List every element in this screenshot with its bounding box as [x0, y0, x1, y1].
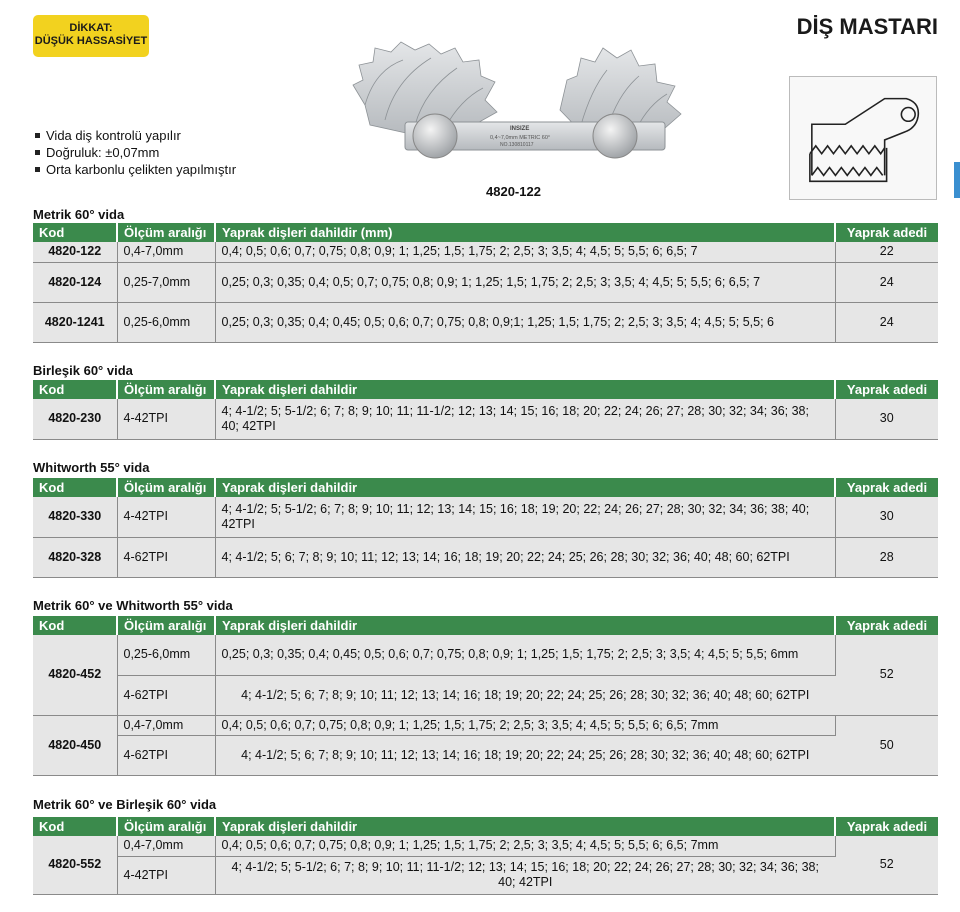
blade-list: 0,4; 0,5; 0,6; 0,7; 0,75; 0,8; 0,9; 1; 1,25; 1,5; 1,75; 2; 2,5; 3; 3,5; 4; 4,5; 5; 5,5; 6; 6,5; 7 — [215, 242, 835, 262]
col-header-code: Kod — [33, 817, 117, 836]
warning-badge-line2: DÜŞÜK HASSASİYET — [34, 35, 148, 47]
table-row — [33, 242, 938, 262]
blade-count: 50 — [835, 715, 938, 775]
feature-item: Vida diş kontrolü yapılır — [33, 127, 236, 144]
blade-list: 0,25; 0,3; 0,35; 0,4; 0,5; 0,7; 0,75; 0,8; 0,9; 1; 1,25; 1,5; 1,75; 2; 2,5; 3; 3,5; 4; 4,5; 5; 5,5; 6; 6,5; 7 — [215, 262, 835, 302]
blade-list: 4; 4-1/2; 5; 5-1/2; 6; 7; 8; 9; 10; 11; 11-1/2; 12; 13; 14; 15; 16; 18; 20; 22; 24; 26; 27; 28; 30; 32; 34; 36; 38; 40; 42TPI — [215, 856, 835, 894]
blade-count: 22 — [835, 242, 938, 262]
feature-item: Doğruluk: ±0,07mm — [33, 144, 236, 161]
blade-list: 4; 4-1/2; 5; 5-1/2; 6; 7; 8; 9; 10; 11; 11-1/2; 12; 13; 14; 15; 16; 18; 20; 22; 24; 26; 27; 28; 30; 32; 34; 36; 38; 40; 42TPI — [215, 399, 835, 439]
col-header-count: Yaprak adedi — [835, 616, 938, 635]
photo-caption: 4820-122 — [486, 184, 541, 199]
measuring-range: 4-42TPI — [117, 399, 215, 439]
table-row — [33, 836, 938, 856]
gauge-brand: INSIZE — [510, 126, 530, 132]
blade-count: 30 — [835, 399, 938, 439]
product-code: 4820-330 — [33, 497, 117, 537]
section-title: Metrik 60° ve Whitworth 55° vida — [33, 598, 233, 613]
col-header-code: Kod — [33, 478, 117, 497]
col-header-count: Yaprak adedi — [835, 478, 938, 497]
measuring-range: 0,25-6,0mm — [117, 302, 215, 342]
table-row — [33, 302, 938, 342]
product-code: 4820-450 — [33, 715, 117, 775]
warning-badge — [33, 15, 149, 57]
measuring-range: 0,4-7,0mm — [117, 836, 215, 856]
measuring-range: 0,4-7,0mm — [117, 715, 215, 735]
col-header-blades: Yaprak dişleri dahildir — [215, 478, 835, 497]
spec-table-metric — [33, 223, 938, 343]
table-row — [33, 675, 938, 715]
measuring-range: 0,25-6,0mm — [117, 635, 215, 675]
product-code: 4820-552 — [33, 836, 117, 894]
blade-list: 4; 4-1/2; 5; 6; 7; 8; 9; 10; 11; 12; 13; 14; 16; 18; 19; 20; 22; 24; 25; 26; 28; 30; 32; 36; 40; 48; 60; 62TPI — [215, 537, 835, 577]
measuring-range: 0,25-7,0mm — [117, 262, 215, 302]
warning-badge-line1: DİKKAT: — [69, 22, 113, 34]
measuring-range: 0,4-7,0mm — [117, 242, 215, 262]
table-row — [33, 399, 938, 439]
table-row — [33, 856, 938, 894]
col-header-code: Kod — [33, 223, 117, 242]
product-code: 4820-452 — [33, 635, 117, 715]
measuring-range: 4-42TPI — [117, 856, 215, 894]
product-code: 4820-230 — [33, 399, 117, 439]
spec-table-metric-unified — [33, 817, 938, 895]
feature-list — [33, 127, 236, 178]
page-edge-tab — [954, 162, 960, 198]
blade-list: 4; 4-1/2; 5; 6; 7; 8; 9; 10; 11; 12; 13; 14; 16; 18; 19; 20; 22; 24; 25; 26; 28; 30; 32; 36; 40; 48; 60; 62TPI — [215, 735, 835, 775]
table-row — [33, 262, 938, 302]
col-header-code: Kod — [33, 380, 117, 399]
blade-list: 0,25; 0,3; 0,35; 0,4; 0,45; 0,5; 0,6; 0,7; 0,75; 0,8; 0,9;1; 1,25; 1,5; 1,75; 2; 2,5; 3; 3,5; 4; 4,5; 5; 5,5; 6 — [215, 302, 835, 342]
measuring-range: 4-62TPI — [117, 735, 215, 775]
blade-list: 4; 4-1/2; 5; 5-1/2; 6; 7; 8; 9; 10; 11; 12; 13; 14; 15; 16; 18; 19; 20; 22; 24; 26; 27; 28; 30; 32; 34; 36; 38; 40; 42TPI — [215, 497, 835, 537]
product-photo — [345, 40, 705, 165]
col-header-count: Yaprak adedi — [835, 817, 938, 836]
col-header-count: Yaprak adedi — [835, 223, 938, 242]
spec-table-unified — [33, 380, 938, 440]
blade-list: 4; 4-1/2; 5; 6; 7; 8; 9; 10; 11; 12; 13; 14; 16; 18; 19; 20; 22; 24; 25; 26; 28; 30; 32; 36; 40; 48; 60; 62TPI — [215, 675, 835, 715]
gauge-serial: NO.130810117 — [500, 142, 534, 148]
product-code: 4820-122 — [33, 242, 117, 262]
product-code: 4820-328 — [33, 537, 117, 577]
blade-count: 24 — [835, 262, 938, 302]
blade-count: 52 — [835, 635, 938, 715]
feature-item: Orta karbonlu çelikten yapılmıştır — [33, 161, 236, 178]
col-header-count: Yaprak adedi — [835, 380, 938, 399]
blade-list: 0,4; 0,5; 0,6; 0,7; 0,75; 0,8; 0,9; 1; 1,25; 1,5; 1,75; 2; 2,5; 3; 3,5; 4; 4,5; 5; 5,5; 6; 6,5; 7mm — [215, 836, 835, 856]
spec-table-metric-whitworth — [33, 616, 938, 776]
blade-count: 28 — [835, 537, 938, 577]
table-row — [33, 497, 938, 537]
measuring-range: 4-62TPI — [117, 675, 215, 715]
col-header-blades: Yaprak dişleri dahildir (mm) — [215, 223, 835, 242]
col-header-range: Ölçüm aralığı — [117, 380, 215, 399]
blade-count: 30 — [835, 497, 938, 537]
table-row — [33, 537, 938, 577]
spec-table-whitworth — [33, 478, 938, 578]
measuring-range: 4-62TPI — [117, 537, 215, 577]
col-header-blades: Yaprak dişleri dahildir — [215, 616, 835, 635]
col-header-range: Ölçüm aralığı — [117, 817, 215, 836]
product-code: 4820-124 — [33, 262, 117, 302]
section-title: Birleşik 60° vida — [33, 363, 133, 378]
blade-count: 52 — [835, 836, 938, 894]
col-header-code: Kod — [33, 616, 117, 635]
col-header-range: Ölçüm aralığı — [117, 616, 215, 635]
gauge-label: 0,4~7,0mm METRIC 60° — [490, 135, 551, 141]
table-row — [33, 635, 938, 675]
blade-list: 0,25; 0,3; 0,35; 0,4; 0,45; 0,5; 0,6; 0,7; 0,75; 0,8; 0,9; 1; 1,25; 1,5; 1,75; 2; 2,5; 3; 3,5; 4; 4,5; 5; 5,5; 6mm — [215, 635, 835, 675]
product-code: 4820-1241 — [33, 302, 117, 342]
col-header-range: Ölçüm aralığı — [117, 223, 215, 242]
blade-list: 0,4; 0,5; 0,6; 0,7; 0,75; 0,8; 0,9; 1; 1,25; 1,5; 1,75; 2; 2,5; 3; 3,5; 4; 4,5; 5; 5,5; 6; 6,5; 7mm — [215, 715, 835, 735]
col-header-blades: Yaprak dişleri dahildir — [215, 817, 835, 836]
section-title: Metrik 60° ve Birleşik 60° vida — [33, 797, 217, 812]
table-row — [33, 735, 938, 775]
table-row — [33, 715, 938, 735]
col-header-range: Ölçüm aralığı — [117, 478, 215, 497]
blade-count: 24 — [835, 302, 938, 342]
section-title: Whitworth 55° vida — [33, 460, 150, 475]
col-header-blades: Yaprak dişleri dahildir — [215, 380, 835, 399]
section-title: Metrik 60° vida — [33, 207, 125, 222]
measuring-range: 4-42TPI — [117, 497, 215, 537]
gauge-diagram — [789, 76, 937, 200]
page-title: DİŞ MASTARI — [796, 14, 938, 39]
